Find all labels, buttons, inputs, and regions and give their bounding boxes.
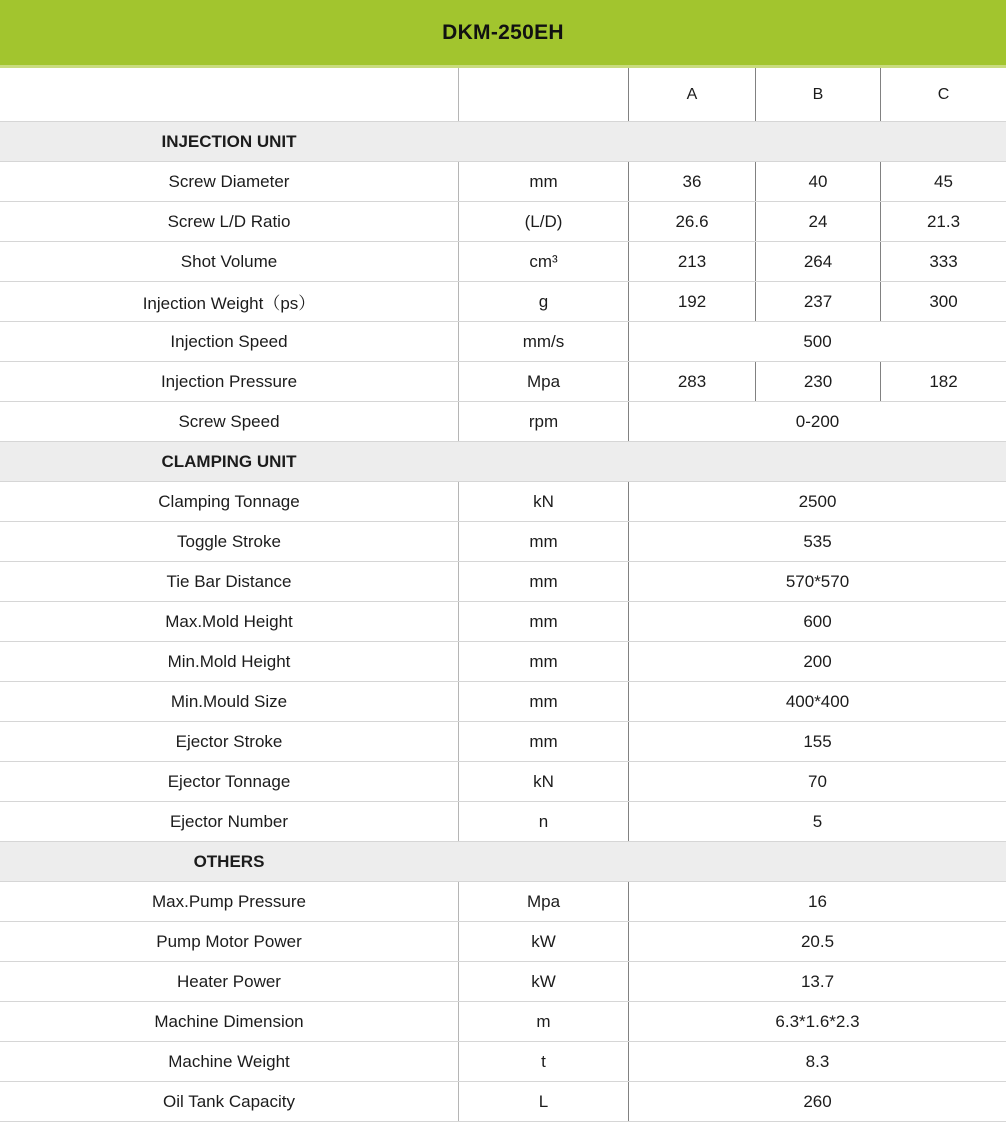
value-cell-b: 24: [755, 202, 880, 241]
value-cell-a: 26.6: [628, 202, 755, 241]
value-cell-merged: 13.7: [628, 962, 1006, 1001]
section-title: OTHERS: [193, 851, 265, 871]
unit-cell: mm: [458, 722, 628, 761]
spec-row: [0, 722, 1006, 762]
row-label: Injection Pressure: [160, 371, 298, 391]
spec-row: [0, 562, 1006, 602]
spec-row: [0, 242, 1006, 282]
row-label: Clamping Tonnage: [158, 491, 300, 511]
row-label: Min.Mold Height: [167, 651, 291, 671]
section-header: [0, 122, 1006, 162]
column-header-b: B: [755, 68, 880, 121]
row-label: Screw Speed: [178, 411, 280, 431]
unit-cell: mm: [458, 602, 628, 641]
column-header-c: C: [880, 68, 1006, 121]
unit-cell: kN: [458, 762, 628, 801]
row-label: Machine Weight: [168, 1051, 290, 1071]
value-cell-a: 192: [628, 282, 755, 321]
unit-cell: rpm: [458, 402, 628, 441]
model-title: DKM-250EH: [442, 20, 564, 44]
value-cell-b: 264: [755, 242, 880, 281]
unit-cell: Mpa: [458, 362, 628, 401]
spec-row: [0, 162, 1006, 202]
row-label: Ejector Number: [169, 811, 289, 831]
section-title: CLAMPING UNIT: [161, 451, 297, 471]
row-label: Screw Diameter: [168, 171, 290, 191]
spec-row: [0, 1002, 1006, 1042]
value-cell-merged: 535: [628, 522, 1006, 561]
value-cell-merged: 8.3: [628, 1042, 1006, 1081]
row-label: Tie Bar Distance: [166, 571, 292, 591]
row-label: Heater Power: [177, 971, 281, 991]
unit-cell: kN: [458, 482, 628, 521]
value-cell-merged: 500: [628, 322, 1006, 361]
unit-cell: Mpa: [458, 882, 628, 921]
row-label: Shot Volume: [180, 251, 278, 271]
value-cell-merged: 2500: [628, 482, 1006, 521]
spec-row: [0, 962, 1006, 1002]
row-label: Injection Speed: [170, 331, 288, 351]
value-cell-merged: 6.3*1.6*2.3: [628, 1002, 1006, 1041]
unit-cell: cm³: [458, 242, 628, 281]
value-cell-a: 36: [628, 162, 755, 201]
row-label: Min.Mould Size: [170, 691, 288, 711]
row-label: Oil Tank Capacity: [163, 1091, 295, 1111]
row-label: Ejector Stroke: [175, 731, 283, 751]
value-cell-b: 237: [755, 282, 880, 321]
row-label: Ejector Tonnage: [167, 771, 291, 791]
unit-cell: (L/D): [458, 202, 628, 241]
value-cell-b: 40: [755, 162, 880, 201]
section-header: [0, 442, 1006, 482]
spec-row: [0, 642, 1006, 682]
row-label: Max.Pump Pressure: [152, 891, 306, 911]
unit-cell: mm: [458, 522, 628, 561]
spec-row: [0, 922, 1006, 962]
spec-row: [0, 682, 1006, 722]
spec-row: [0, 402, 1006, 442]
unit-cell: n: [458, 802, 628, 841]
value-cell-merged: 16: [628, 882, 1006, 921]
spec-row: [0, 1042, 1006, 1082]
section-header: [0, 842, 1006, 882]
value-cell-merged: 200: [628, 642, 1006, 681]
column-header-row: [0, 68, 1006, 122]
unit-cell: mm/s: [458, 322, 628, 361]
spec-row: [0, 602, 1006, 642]
unit-cell: kW: [458, 962, 628, 1001]
spec-row: [0, 882, 1006, 922]
spec-row: [0, 322, 1006, 362]
value-cell-a: 213: [628, 242, 755, 281]
unit-cell: m: [458, 1002, 628, 1041]
spec-row: [0, 802, 1006, 842]
unit-cell: mm: [458, 562, 628, 601]
value-cell-merged: 260: [628, 1082, 1006, 1121]
column-header-spacer-label: [0, 68, 458, 121]
spec-row: [0, 362, 1006, 402]
value-cell-a: 283: [628, 362, 755, 401]
column-header-a: A: [628, 68, 755, 121]
value-cell-merged: 20.5: [628, 922, 1006, 961]
value-cell-merged: 570*570: [628, 562, 1006, 601]
row-label: Pump Motor Power: [156, 931, 302, 951]
row-label: Machine Dimension: [154, 1011, 304, 1031]
spec-row: [0, 1082, 1006, 1122]
value-cell-c: 182: [880, 362, 1006, 401]
unit-cell: kW: [458, 922, 628, 961]
row-label: Max.Mold Height: [165, 611, 293, 631]
unit-cell: mm: [458, 162, 628, 201]
value-cell-c: 333: [880, 242, 1006, 281]
value-cell-b: 230: [755, 362, 880, 401]
row-label: Screw L/D Ratio: [167, 211, 291, 231]
unit-cell: g: [458, 282, 628, 321]
spec-sections: [0, 122, 1006, 1122]
value-cell-merged: 600: [628, 602, 1006, 641]
value-cell-merged: 155: [628, 722, 1006, 761]
row-label: Injection Weight（ps）: [142, 294, 316, 313]
spec-row: [0, 202, 1006, 242]
unit-cell: mm: [458, 642, 628, 681]
value-cell-c: 21.3: [880, 202, 1006, 241]
spec-row: [0, 762, 1006, 802]
value-cell-merged: 70: [628, 762, 1006, 801]
value-cell-merged: 400*400: [628, 682, 1006, 721]
column-header-spacer-unit: [458, 68, 628, 121]
value-cell-merged: 5: [628, 802, 1006, 841]
value-cell-c: 45: [880, 162, 1006, 201]
unit-cell: mm: [458, 682, 628, 721]
spec-row: [0, 522, 1006, 562]
section-title: INJECTION UNIT: [161, 131, 297, 151]
row-label: Toggle Stroke: [177, 531, 281, 551]
value-cell-merged: 0-200: [628, 402, 1006, 441]
unit-cell: L: [458, 1082, 628, 1121]
unit-cell: t: [458, 1042, 628, 1081]
spec-row: [0, 482, 1006, 522]
spec-row: [0, 282, 1006, 322]
value-cell-c: 300: [880, 282, 1006, 321]
title-bar: [0, 0, 1006, 68]
